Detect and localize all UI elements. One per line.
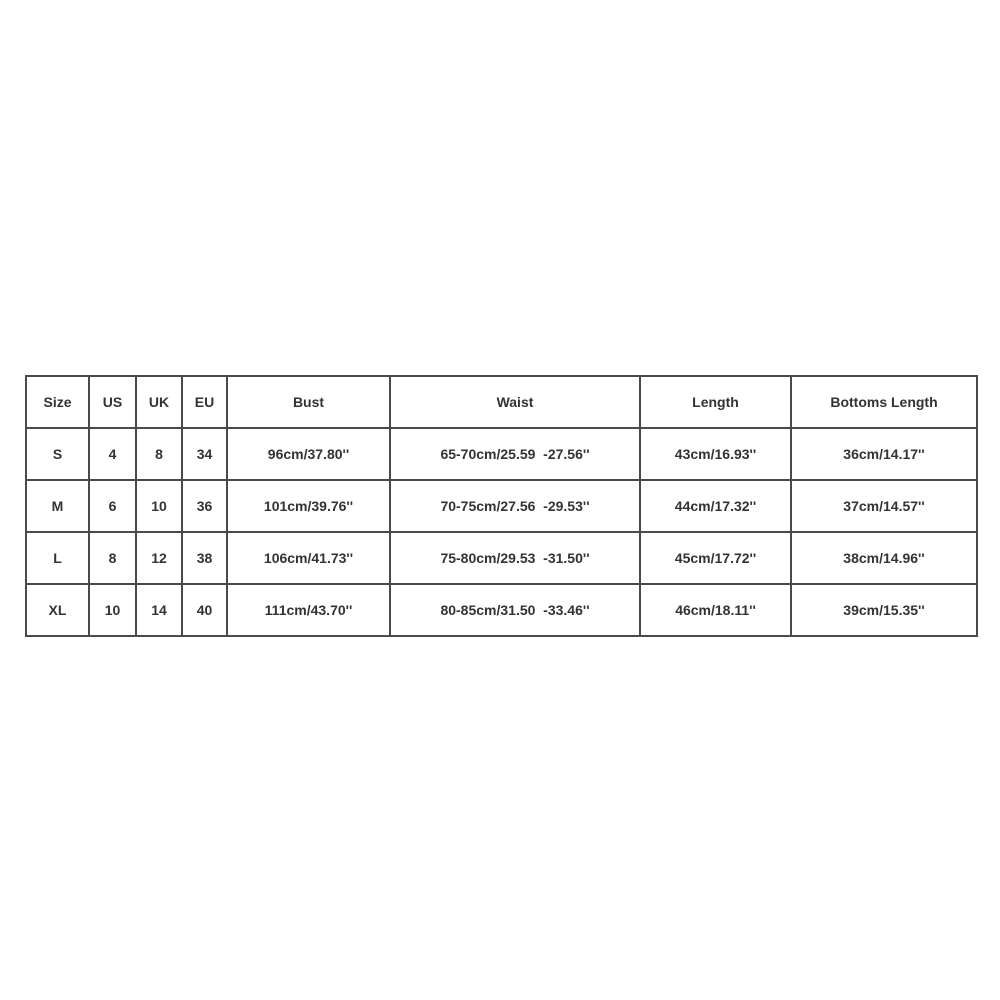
cell-us: 10 [89, 584, 136, 636]
cell-eu: 36 [182, 480, 227, 532]
cell-eu: 34 [182, 428, 227, 480]
table-row [26, 584, 977, 636]
cell-uk: 8 [136, 428, 182, 480]
header-bottoms-length: Bottoms Length [791, 376, 977, 428]
cell-uk: 10 [136, 480, 182, 532]
cell-length: 44cm/17.32'' [640, 480, 791, 532]
cell-length: 46cm/18.11'' [640, 584, 791, 636]
cell-bust: 101cm/39.76'' [227, 480, 390, 532]
cell-bottoms-length: 36cm/14.17'' [791, 428, 977, 480]
cell-size: M [26, 480, 89, 532]
cell-uk: 14 [136, 584, 182, 636]
cell-bottoms-length: 38cm/14.96'' [791, 532, 977, 584]
cell-bust: 111cm/43.70'' [227, 584, 390, 636]
cell-eu: 38 [182, 532, 227, 584]
cell-us: 6 [89, 480, 136, 532]
cell-waist: 65-70cm/25.59 -27.56'' [390, 428, 640, 480]
header-waist: Waist [390, 376, 640, 428]
cell-bust: 106cm/41.73'' [227, 532, 390, 584]
cell-us: 4 [89, 428, 136, 480]
cell-uk: 12 [136, 532, 182, 584]
header-us: US [89, 376, 136, 428]
cell-size: L [26, 532, 89, 584]
table-row [26, 428, 977, 480]
header-length: Length [640, 376, 791, 428]
cell-length: 43cm/16.93'' [640, 428, 791, 480]
cell-size: XL [26, 584, 89, 636]
cell-us: 8 [89, 532, 136, 584]
header-bust: Bust [227, 376, 390, 428]
cell-waist: 75-80cm/29.53 -31.50'' [390, 532, 640, 584]
header-size: Size [26, 376, 89, 428]
cell-bottoms-length: 39cm/15.35'' [791, 584, 977, 636]
cell-waist: 70-75cm/27.56 -29.53'' [390, 480, 640, 532]
cell-size: S [26, 428, 89, 480]
size-chart-table [25, 375, 978, 637]
cell-bust: 96cm/37.80'' [227, 428, 390, 480]
table-row [26, 532, 977, 584]
header-uk: UK [136, 376, 182, 428]
cell-length: 45cm/17.72'' [640, 532, 791, 584]
table-row [26, 480, 977, 532]
header-eu: EU [182, 376, 227, 428]
cell-bottoms-length: 37cm/14.57'' [791, 480, 977, 532]
cell-waist: 80-85cm/31.50 -33.46'' [390, 584, 640, 636]
header-row [26, 376, 977, 428]
cell-eu: 40 [182, 584, 227, 636]
